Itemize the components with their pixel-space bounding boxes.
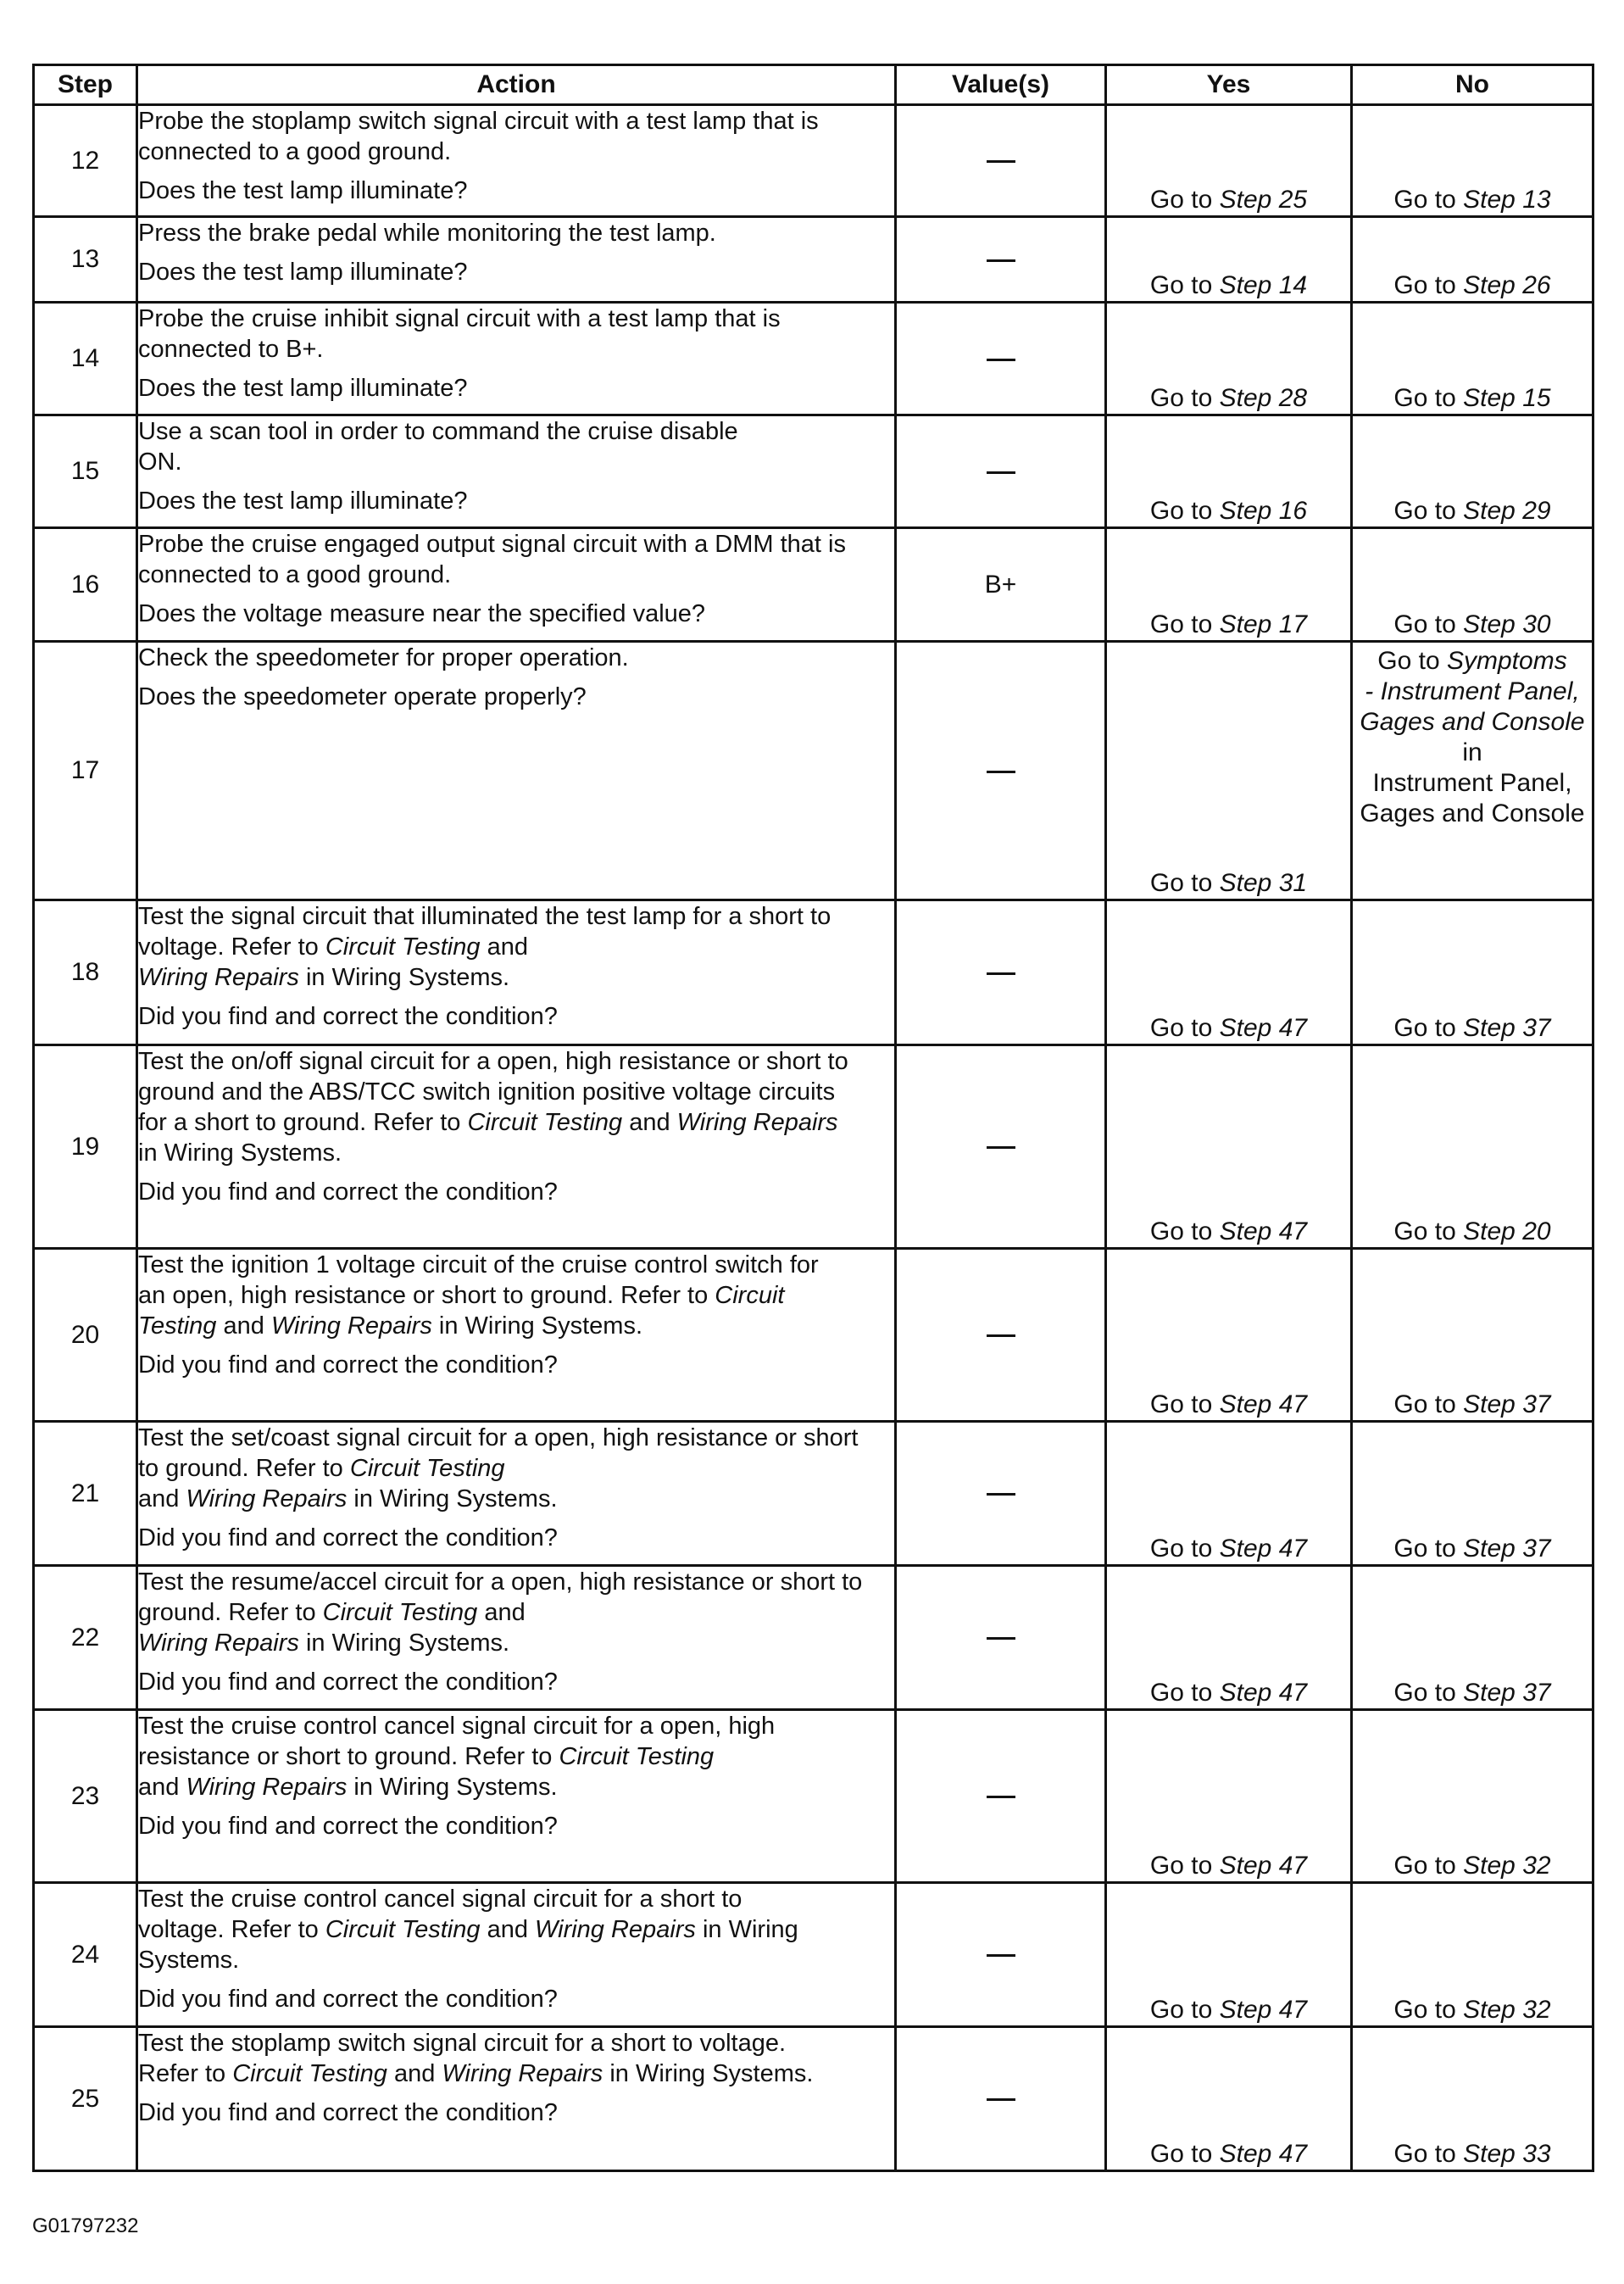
no-step-ref: Step 37 bbox=[1463, 1014, 1551, 1042]
yes-goto: Go to bbox=[1149, 1535, 1220, 1563]
no-cell bbox=[1352, 217, 1593, 303]
step-number: 25 bbox=[34, 2027, 137, 2171]
no-goto: Go to bbox=[1393, 2140, 1464, 2168]
header-step: Step bbox=[34, 65, 137, 105]
dash-mark bbox=[987, 2098, 1015, 2101]
circuit-testing-ref: Circuit Testing bbox=[232, 2060, 387, 2087]
yes-goto: Go to bbox=[1149, 186, 1220, 214]
step-number: 21 bbox=[34, 1422, 137, 1566]
header-row bbox=[34, 65, 1593, 105]
step-number: 23 bbox=[34, 1710, 137, 1883]
no-step-ref: Step 32 bbox=[1463, 1996, 1551, 2024]
yes-step-ref: Step 25 bbox=[1219, 186, 1308, 214]
in-word: in bbox=[1462, 738, 1482, 766]
table-row bbox=[34, 1045, 1593, 1249]
yes-step-ref: Step 31 bbox=[1219, 869, 1308, 897]
action-question: Does the test lamp illuminate? bbox=[138, 177, 468, 204]
figure-id: G01797232 bbox=[32, 2214, 139, 2237]
step-number: 16 bbox=[34, 528, 137, 642]
no-step-ref: Step 32 bbox=[1463, 1852, 1551, 1880]
symptoms-subref: - Instrument Panel, Gages and Console bbox=[1360, 677, 1585, 736]
table-row bbox=[34, 900, 1593, 1045]
no-goto: Go to bbox=[1393, 1217, 1464, 1245]
yes-goto: Go to bbox=[1149, 1679, 1220, 1707]
wiring-repairs-ref: Wiring Repairs bbox=[186, 1485, 348, 1512]
table-row bbox=[34, 1710, 1593, 1883]
action-text: Test the cruise control cancel signal circuit for a short to voltage. Refer to Circuit Testing and Wiring Repairs in Wiring Systems. bbox=[138, 1886, 798, 1974]
yes-step-ref: Step 47 bbox=[1219, 1535, 1308, 1563]
no-cell bbox=[1352, 528, 1593, 642]
dash-mark bbox=[987, 471, 1015, 474]
circuit-testing-ref: Circuit Testing bbox=[138, 1282, 785, 1340]
action-question: Did you find and correct the condition? bbox=[138, 1813, 558, 1840]
no-goto: Go to bbox=[1377, 647, 1440, 675]
yes-cell bbox=[1106, 415, 1352, 528]
yes-goto: Go to bbox=[1149, 271, 1220, 299]
system-ref: Instrument Panel, Gages and Console bbox=[1360, 769, 1585, 827]
value-cell: B+ bbox=[896, 528, 1106, 642]
yes-goto: Go to bbox=[1149, 869, 1220, 897]
action-cell bbox=[137, 105, 896, 217]
action-cell bbox=[137, 528, 896, 642]
no-goto: Go to bbox=[1393, 1852, 1464, 1880]
table-row bbox=[34, 105, 1593, 217]
no-goto: Go to bbox=[1393, 1535, 1464, 1563]
yes-goto: Go to bbox=[1149, 497, 1220, 525]
table-row bbox=[34, 2027, 1593, 2171]
value-cell bbox=[896, 1883, 1106, 2027]
header-value: Value(s) bbox=[896, 65, 1106, 105]
no-goto: Go to bbox=[1393, 497, 1464, 525]
step-number: 12 bbox=[34, 105, 137, 217]
value-cell bbox=[896, 1045, 1106, 1249]
action-question: Did you find and correct the condition? bbox=[138, 1178, 558, 1206]
circuit-testing-ref: Circuit Testing bbox=[322, 1599, 478, 1626]
no-cell bbox=[1352, 2027, 1593, 2171]
no-step-ref: Step 30 bbox=[1463, 610, 1551, 638]
value-cell bbox=[896, 217, 1106, 303]
yes-cell bbox=[1106, 1422, 1352, 1566]
action-cell bbox=[137, 217, 896, 303]
dash-mark bbox=[987, 1637, 1015, 1640]
value-cell bbox=[896, 1422, 1106, 1566]
yes-step-ref: Step 17 bbox=[1219, 610, 1308, 638]
yes-cell bbox=[1106, 1710, 1352, 1883]
yes-step-ref: Step 47 bbox=[1219, 1996, 1308, 2024]
no-step-ref: Step 33 bbox=[1463, 2140, 1551, 2168]
wiring-repairs-ref: Wiring Repairs bbox=[442, 2060, 603, 2087]
no-step-ref: Step 37 bbox=[1463, 1679, 1551, 1707]
yes-cell bbox=[1106, 303, 1352, 415]
action-text: Test the ignition 1 voltage circuit of the cruise control switch for an open, high resistance or short to ground. Refer to Circuit Testing and Wiring Repairs in Wiring Systems. bbox=[138, 1251, 819, 1340]
step-number: 24 bbox=[34, 1883, 137, 2027]
action-question: Did you find and correct the condition? bbox=[138, 1986, 558, 2013]
wiring-repairs-ref: Wiring Repairs bbox=[138, 1629, 299, 1657]
yes-goto: Go to bbox=[1149, 1014, 1220, 1042]
step-number: 19 bbox=[34, 1045, 137, 1249]
header-yes: Yes bbox=[1106, 65, 1352, 105]
action-text: Probe the cruise inhibit signal circuit with a test lamp that is connected to B+. bbox=[138, 305, 781, 363]
no-goto: Go to bbox=[1393, 271, 1464, 299]
action-cell bbox=[137, 1883, 896, 2027]
action-cell bbox=[137, 1710, 896, 1883]
table-row bbox=[34, 1422, 1593, 1566]
dash-mark bbox=[987, 160, 1015, 163]
yes-step-ref: Step 47 bbox=[1219, 1217, 1308, 1245]
no-cell bbox=[1352, 1566, 1593, 1710]
action-text: Test the resume/accel circuit for a open, high resistance or short to ground. Refer to Circuit Testing and Wiring Repairs in Wiring Systems. bbox=[138, 1568, 863, 1657]
yes-cell bbox=[1106, 1045, 1352, 1249]
wiring-repairs-ref: Wiring Repairs bbox=[270, 1312, 432, 1340]
wiring-repairs-ref: Wiring Repairs bbox=[186, 1774, 348, 1801]
no-step-ref: Step 37 bbox=[1463, 1535, 1551, 1563]
yes-step-ref: Step 28 bbox=[1219, 384, 1308, 412]
yes-cell bbox=[1106, 1566, 1352, 1710]
step-number: 13 bbox=[34, 217, 137, 303]
no-goto: Go to bbox=[1393, 1014, 1464, 1042]
yes-step-ref: Step 47 bbox=[1219, 1679, 1308, 1707]
no-cell bbox=[1352, 1710, 1593, 1883]
action-cell bbox=[137, 1566, 896, 1710]
table-row bbox=[34, 642, 1593, 900]
action-question: Did you find and correct the condition? bbox=[138, 1524, 558, 1551]
value-cell bbox=[896, 1566, 1106, 1710]
value-cell bbox=[896, 303, 1106, 415]
diagnostic-table bbox=[32, 64, 1594, 2172]
circuit-testing-ref: Circuit Testing bbox=[467, 1109, 623, 1136]
dash-mark bbox=[987, 1146, 1015, 1149]
no-step-ref: Step 20 bbox=[1463, 1217, 1551, 1245]
yes-step-ref: Step 14 bbox=[1219, 271, 1308, 299]
header-no: No bbox=[1352, 65, 1593, 105]
value-cell bbox=[896, 2027, 1106, 2171]
value-cell bbox=[896, 415, 1106, 528]
circuit-testing-ref: Circuit Testing bbox=[325, 933, 481, 961]
yes-goto: Go to bbox=[1149, 1852, 1220, 1880]
dash-mark bbox=[987, 1954, 1015, 1957]
table-row bbox=[34, 303, 1593, 415]
no-step-ref: Step 26 bbox=[1463, 271, 1551, 299]
no-cell bbox=[1352, 642, 1593, 900]
yes-cell bbox=[1106, 105, 1352, 217]
action-text: Use a scan tool in order to command the cruise disable ON. bbox=[138, 418, 738, 476]
yes-cell bbox=[1106, 217, 1352, 303]
yes-goto: Go to bbox=[1149, 1390, 1220, 1418]
header-action: Action bbox=[137, 65, 896, 105]
table-row bbox=[34, 528, 1593, 642]
no-cell bbox=[1352, 415, 1593, 528]
action-text: Test the stoplamp switch signal circuit for a short to voltage. Refer to Circuit Testing and Wiring Repairs in Wiring Systems. bbox=[138, 2030, 814, 2087]
yes-cell bbox=[1106, 528, 1352, 642]
yes-step-ref: Step 47 bbox=[1219, 2140, 1308, 2168]
action-question: Did you find and correct the condition? bbox=[138, 1003, 558, 1030]
action-cell bbox=[137, 303, 896, 415]
step-number: 20 bbox=[34, 1249, 137, 1422]
action-text: Probe the stoplamp switch signal circuit with a test lamp that is connected to a good ground. bbox=[138, 108, 819, 165]
yes-cell bbox=[1106, 1249, 1352, 1422]
action-cell bbox=[137, 642, 896, 900]
symptoms-ref: Symptoms bbox=[1447, 647, 1567, 675]
yes-cell bbox=[1106, 2027, 1352, 2171]
no-goto: Go to bbox=[1393, 186, 1464, 214]
value-cell bbox=[896, 1710, 1106, 1883]
step-number: 18 bbox=[34, 900, 137, 1045]
value-cell bbox=[896, 642, 1106, 900]
action-question: Did you find and correct the condition? bbox=[138, 2099, 558, 2126]
yes-cell bbox=[1106, 1883, 1352, 2027]
yes-cell bbox=[1106, 642, 1352, 900]
no-cell bbox=[1352, 1045, 1593, 1249]
wiring-repairs-ref: Wiring Repairs bbox=[535, 1916, 696, 1943]
yes-cell bbox=[1106, 900, 1352, 1045]
circuit-testing-ref: Circuit Testing bbox=[559, 1743, 715, 1770]
action-text: Test the on/off signal circuit for a open, high resistance or short to ground and the ABS/TCC switch ignition positive voltage circuits for a short to ground. Refer to Circuit Testing and Wiring Repairs in Wiring Systems. bbox=[138, 1048, 848, 1167]
dash-mark bbox=[987, 1334, 1015, 1337]
no-goto: Go to bbox=[1393, 1390, 1464, 1418]
yes-goto: Go to bbox=[1149, 2140, 1220, 2168]
action-question: Did you find and correct the condition? bbox=[138, 1668, 558, 1696]
action-cell bbox=[137, 1045, 896, 1249]
action-question: Does the test lamp illuminate? bbox=[138, 487, 468, 515]
wiring-repairs-ref: Wiring Repairs bbox=[138, 964, 299, 991]
no-cell bbox=[1352, 105, 1593, 217]
action-cell bbox=[137, 415, 896, 528]
action-text: Test the cruise control cancel signal circuit for a open, high resistance or short to ground. Refer to Circuit Testing and Wiring Repairs in Wiring Systems. bbox=[138, 1713, 776, 1801]
no-goto: Go to bbox=[1393, 1679, 1464, 1707]
no-step-ref: Step 13 bbox=[1463, 186, 1551, 214]
table-row bbox=[34, 1566, 1593, 1710]
yes-step-ref: Step 16 bbox=[1219, 497, 1308, 525]
action-text: Probe the cruise engaged output signal circuit with a DMM that is connected to a good ground. bbox=[138, 531, 846, 588]
action-text: Test the set/coast signal circuit for a open, high resistance or short to ground. Refer to Circuit Testing and Wiring Repairs in Wiring Systems. bbox=[138, 1424, 859, 1512]
table-row bbox=[34, 1249, 1593, 1422]
action-text: Check the speedometer for proper operation. bbox=[138, 644, 629, 671]
no-cell bbox=[1352, 1422, 1593, 1566]
dash-mark bbox=[987, 359, 1015, 361]
no-step-ref: Step 37 bbox=[1463, 1390, 1551, 1418]
action-question: Does the speedometer operate properly? bbox=[138, 683, 587, 710]
step-number: 22 bbox=[34, 1566, 137, 1710]
yes-goto: Go to bbox=[1149, 1217, 1220, 1245]
yes-step-ref: Step 47 bbox=[1219, 1014, 1308, 1042]
action-text: Press the brake pedal while monitoring the test lamp. bbox=[138, 220, 716, 247]
action-text: Test the signal circuit that illuminated the test lamp for a short to voltage. Refer to Circuit Testing and Wiring Repairs in Wiring Systems. bbox=[138, 903, 831, 991]
value-cell bbox=[896, 105, 1106, 217]
step-number: 17 bbox=[34, 642, 137, 900]
no-step-ref: Step 29 bbox=[1463, 497, 1551, 525]
step-number: 14 bbox=[34, 303, 137, 415]
no-goto: Go to bbox=[1393, 384, 1464, 412]
action-cell bbox=[137, 2027, 896, 2171]
circuit-testing-ref: Circuit Testing bbox=[325, 1916, 481, 1943]
yes-goto: Go to bbox=[1149, 1996, 1220, 2024]
dash-mark bbox=[987, 259, 1015, 262]
dash-mark bbox=[987, 1796, 1015, 1798]
wiring-repairs-ref: Wiring Repairs bbox=[676, 1109, 838, 1136]
action-cell bbox=[137, 1422, 896, 1566]
no-cell bbox=[1352, 1883, 1593, 2027]
dash-mark bbox=[987, 1493, 1015, 1496]
no-cell bbox=[1352, 303, 1593, 415]
table-row bbox=[34, 1883, 1593, 2027]
circuit-testing-ref: Circuit Testing bbox=[349, 1455, 505, 1482]
yes-step-ref: Step 47 bbox=[1219, 1390, 1308, 1418]
yes-step-ref: Step 47 bbox=[1219, 1852, 1308, 1880]
yes-goto: Go to bbox=[1149, 610, 1220, 638]
action-cell bbox=[137, 1249, 896, 1422]
action-question: Did you find and correct the condition? bbox=[138, 1351, 558, 1379]
action-question: Does the voltage measure near the specified value? bbox=[138, 600, 706, 627]
action-question: Does the test lamp illuminate? bbox=[138, 259, 468, 286]
no-step-ref: Step 15 bbox=[1463, 384, 1551, 412]
step-number: 15 bbox=[34, 415, 137, 528]
dash-mark bbox=[987, 972, 1015, 975]
no-cell bbox=[1352, 1249, 1593, 1422]
yes-goto: Go to bbox=[1149, 384, 1220, 412]
value-cell bbox=[896, 900, 1106, 1045]
no-goto: Go to bbox=[1393, 610, 1464, 638]
table-row bbox=[34, 217, 1593, 303]
no-cell bbox=[1352, 900, 1593, 1045]
action-cell bbox=[137, 900, 896, 1045]
dash-mark bbox=[987, 771, 1015, 773]
no-goto: Go to bbox=[1393, 1996, 1464, 2024]
action-question: Does the test lamp illuminate? bbox=[138, 375, 468, 402]
table-row bbox=[34, 415, 1593, 528]
value-cell bbox=[896, 1249, 1106, 1422]
